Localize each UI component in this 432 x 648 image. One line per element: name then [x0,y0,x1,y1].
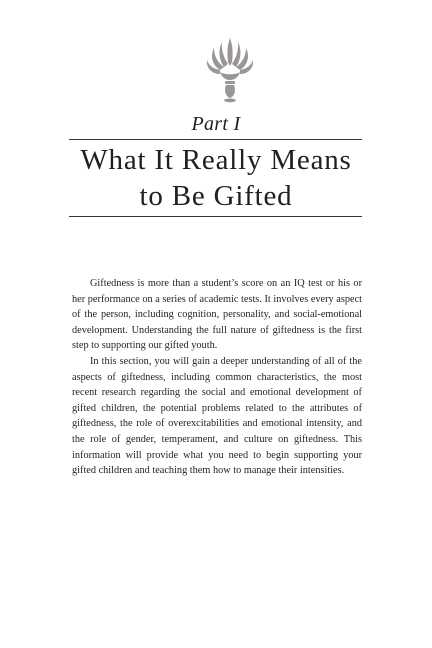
intro-paragraph-2: In this section, you will gain a deeper understanding of all of the aspects of giftedness, including common characteristics, the most recent research regarding the social and emotional development of gifted children, the potential problems related to the attributes of giftedness, the role of overexcitabilities and emotional intensity, and the role of gender, temperament, and culture on giftedness. This information will provide what you need to begin supporting your gifted children and teaching them how to manage their intensities. [72,355,362,477]
part-label: Part I [191,113,241,135]
fleur-ornament-icon [206,36,254,106]
chapter-title [60,142,372,214]
top-divider [69,139,362,140]
intro-text [72,276,362,479]
bottom-divider [69,216,362,217]
chapter-title-line-1: What It Really Means [80,144,352,176]
chapter-title-line-2: to Be Gifted [139,180,293,212]
intro-paragraph-1: Giftedness is more than a student’s score on an IQ test or his or her performance on a series of academic tests. It involves every aspect of the person, including cognition, personality, and social-emotional development. Understanding the full nature of giftedness is the first step to supporting our gifted youth. [72,278,362,352]
